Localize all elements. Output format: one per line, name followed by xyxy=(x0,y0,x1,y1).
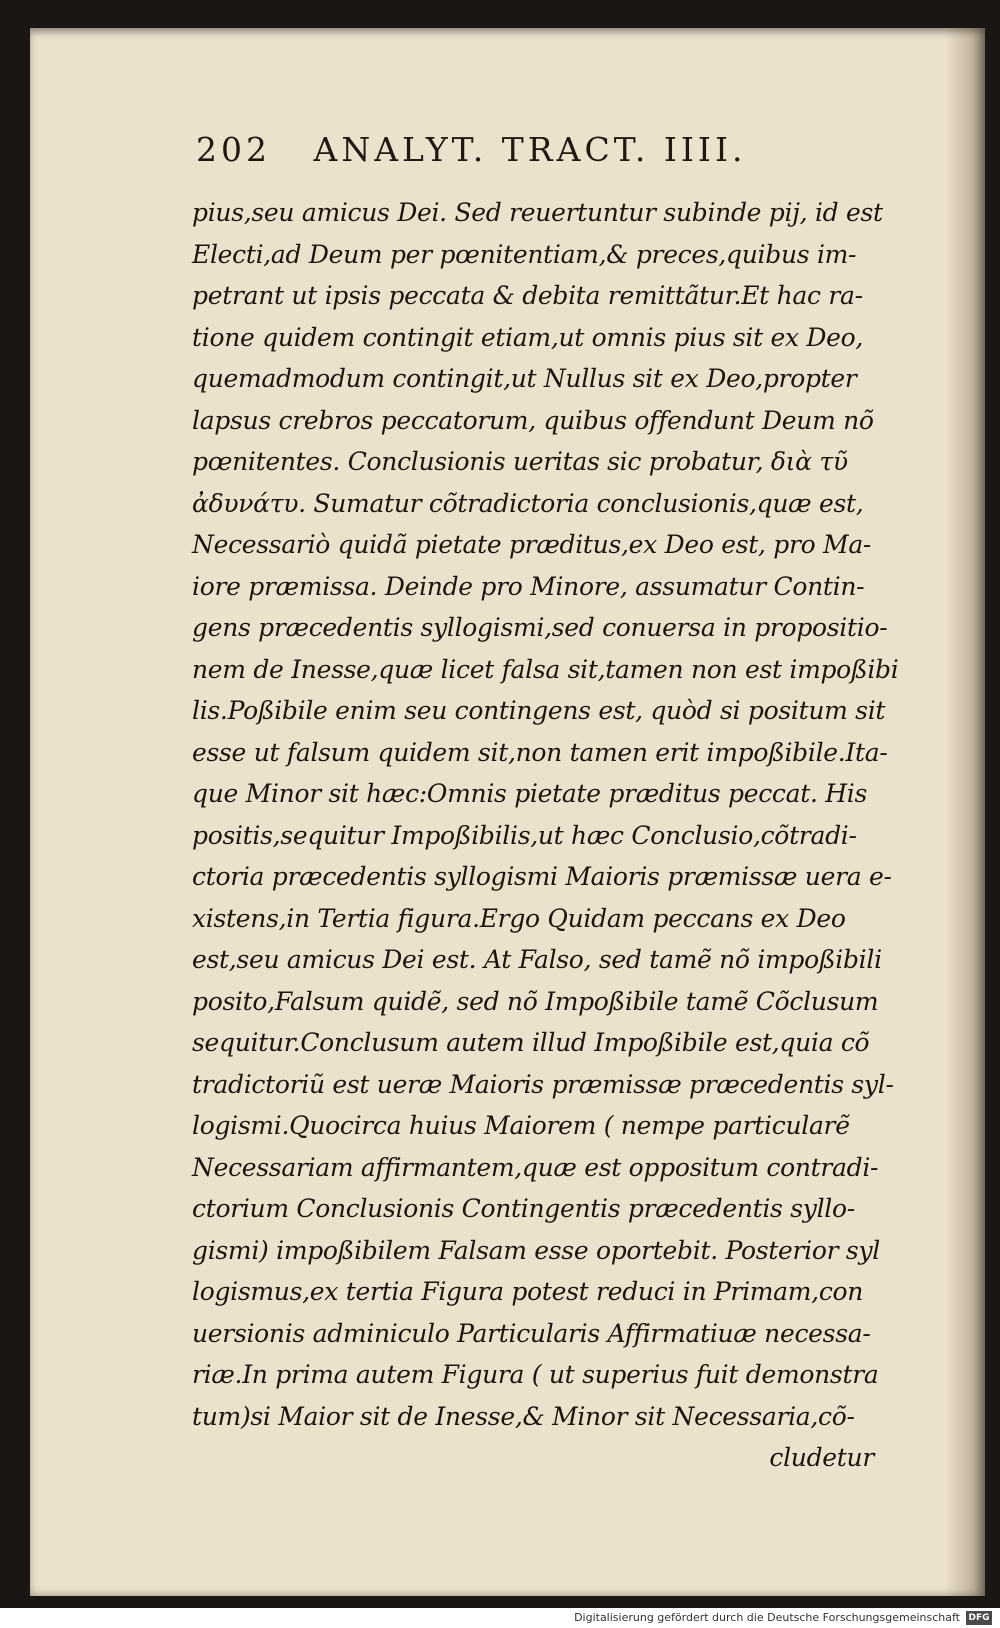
text-line: logismi.Quocirca huius Maiorem ( nempe particularẽ xyxy=(192,1111,850,1140)
dfg-logo: DFG xyxy=(966,1611,992,1625)
text-line: quemadmodum contingit,ut Nullus sit ex Deo,propter xyxy=(192,364,857,393)
text-line: pius,seu amicus Dei. Sed reuertuntur subinde pij, id est xyxy=(192,198,883,227)
text-line: est,seu amicus Dei est. At Falso, sed tamẽ nõ impoßibili xyxy=(192,945,882,974)
text-line: riæ.In prima autem Figura ( ut superius fuit demonstra xyxy=(192,1360,879,1389)
text-line: ἀδυνάτυ. Sumatur cõtradictoria conclusionis,quæ est, xyxy=(192,488,864,518)
text-line: lapsus crebros peccatorum, quibus offendunt Deum nõ xyxy=(192,405,874,435)
text-line: Necessariam affirmantem,quæ est oppositum contradi- xyxy=(192,1152,879,1182)
text-line: gismi) impoßibilem Falsam esse oportebit. Posterior syl xyxy=(192,1235,880,1265)
text-line: tione quidem contingit etiam,ut omnis pius sit ex Deo, xyxy=(192,322,864,352)
text-line: tradictoriũ est ueræ Maioris præmissæ præcedentis syl- xyxy=(192,1069,894,1099)
catchword: cludetur xyxy=(769,1443,874,1472)
text-line: pœnitentes. Conclusionis ueritas sic probatur, διὰ τῦ xyxy=(192,447,848,476)
page-header xyxy=(196,130,916,190)
text-line: petrant ut ipsis peccata & debita remittãtur.Et hac ra- xyxy=(192,281,863,310)
text-line: lis.Poßibile enim seu contingens est, quòd si positum sit xyxy=(192,696,886,725)
body-text xyxy=(192,192,912,1479)
text-line: Electi,ad Deum per pœnitentiam,& preces,quibus im- xyxy=(192,239,857,269)
funding-credit: Digitalisierung gefördert durch die Deutsche Forschungsgemeinschaft xyxy=(574,1611,960,1624)
page-number: 202 xyxy=(196,130,271,169)
text-line: Necessariò quidã pietate præditus,ex Deo est, pro Ma- xyxy=(192,530,872,559)
text-line: ctoria præcedentis syllogismi Maioris præmissæ uera e- xyxy=(192,862,892,891)
running-title: ANALYT. TRACT. IIII. xyxy=(313,130,747,169)
text-line: gens præcedentis syllogismi,sed conuersa in propositio- xyxy=(192,613,888,642)
text-line: esse ut falsum quidem sit,non tamen erit impoßibile.Ita- xyxy=(192,737,888,767)
text-line: iore præmissa. Deinde pro Minore, assumatur Contin- xyxy=(192,571,865,601)
text-line: nem de Inesse,quæ licet falsa sit,tamen non est impoßibi xyxy=(192,654,899,684)
text-line: logismus,ex tertia Figura potest reduci in Primam,con xyxy=(192,1277,864,1306)
text-line: xistens,in Tertia figura.Ergo Quidam peccans ex Deo xyxy=(192,903,846,933)
footer-bar xyxy=(0,1608,1000,1628)
text-line: uersionis adminiculo Particularis Affirmatiuæ necessa- xyxy=(192,1318,871,1348)
text-line: sequitur.Conclusum autem illud Impoßibile est,quia cõ xyxy=(192,1028,870,1057)
text-line: tum)si Maior sit de Inesse,& Minor sit Necessaria,cõ- xyxy=(192,1401,855,1431)
spine-shadow xyxy=(945,28,985,1596)
text-line: ctorium Conclusionis Contingentis præcedentis syllo- xyxy=(192,1194,855,1223)
text-line: posito,Falsum quidẽ, sed nõ Impoßibile tamẽ Cõclusum xyxy=(192,986,879,1016)
text-line: que Minor sit hæc:Omnis pietate præditus peccat. His xyxy=(192,779,867,808)
text-line: positis,sequitur Impoßibilis,ut hæc Conclusio,cõtradi- xyxy=(192,820,857,850)
